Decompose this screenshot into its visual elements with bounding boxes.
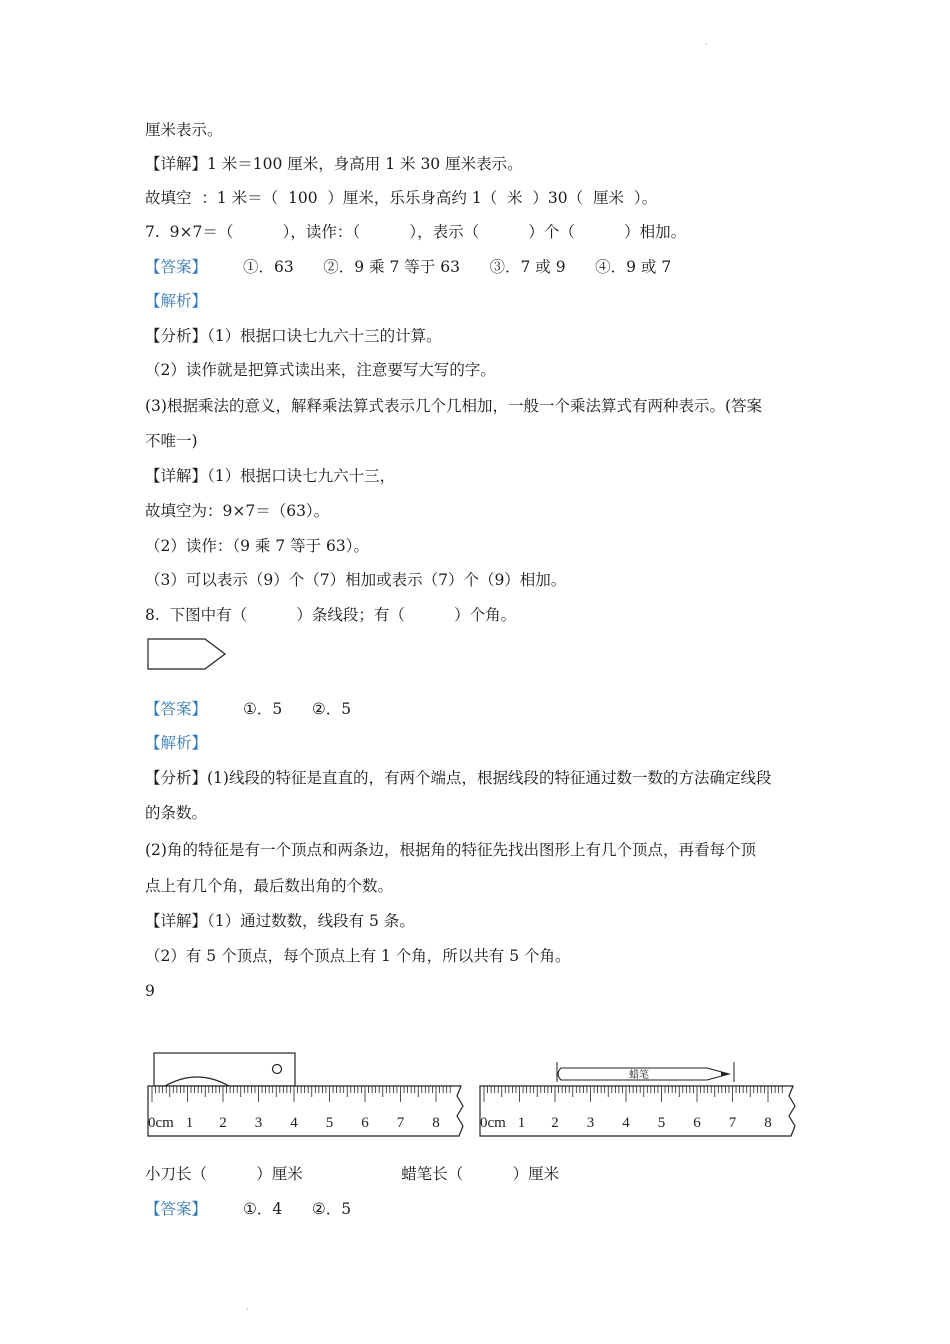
question-8: 8. 下图中有（ ）条线段；有（ ）个角。: [145, 606, 517, 624]
page-mark: ·: [705, 40, 708, 49]
knife-icon: [154, 1053, 295, 1086]
ruler-label: 0cm: [480, 1115, 506, 1131]
text-line: 故填空为：9×7＝（63）。: [145, 502, 330, 520]
ruler-label: 3: [586, 1115, 595, 1131]
pentagon-figure: [145, 636, 230, 674]
answer-values: ①．4 ②．5: [243, 1200, 352, 1218]
answer-values: ①．63 ②．9 乘 7 等于 63 ③．7 或 9 ④．9 或 7: [243, 258, 672, 276]
question-9: 9: [145, 982, 155, 1000]
text-line: 的条数。: [145, 804, 208, 822]
analysis-label: 【解析】: [145, 734, 208, 752]
text-line: （2）有 5 个顶点，每个顶点上有 1 个角，所以共有 5 个角。: [145, 947, 571, 965]
analysis-label: 【解析】: [145, 292, 208, 310]
answer-label: 【答案】: [145, 700, 208, 718]
ruler: [480, 1086, 795, 1136]
ruler-label: 5: [325, 1115, 334, 1131]
ruler-label: 8: [764, 1115, 772, 1131]
ruler-label: 5: [657, 1115, 666, 1131]
ruler-label: 1: [185, 1115, 194, 1131]
ruler-label: 4: [290, 1115, 298, 1131]
ruler-label: 2: [219, 1115, 227, 1131]
ruler-label: 1: [517, 1115, 526, 1131]
ruler-label: 7: [396, 1115, 405, 1131]
text-line: 【分析】(1)线段的特征是直直的，有两个端点，根据线段的特征通过数一数的方法确定线段: [145, 769, 772, 787]
answer-label: 【答案】: [145, 1200, 208, 1218]
ruler-label: 3: [254, 1115, 263, 1131]
text-line: 【详解】（1）根据口诀七九六十三，: [145, 467, 396, 485]
ruler-label: 7: [728, 1115, 737, 1131]
text-line: （3）可以表示（9）个（7）相加或表示（7）个（9）相加。: [145, 571, 567, 589]
text-line: 【详解】1 米＝100 厘米，身高用 1 米 30 厘米表示。: [145, 155, 523, 173]
ruler-label: 6: [693, 1115, 701, 1131]
text-line: 厘米表示。: [145, 121, 223, 139]
crayon-label: 蜡笔: [629, 1070, 649, 1081]
ruler-label: 4: [622, 1115, 630, 1131]
text-line: (3)根据乘法的意义，解释乘法算式表示几个几相加，一般一个乘法算式有两种表示。(答案: [145, 397, 763, 415]
text-line: 【分析】（1）根据口诀七九六十三的计算。: [145, 327, 442, 345]
text-line: 点上有几个角，最后数出角的个数。: [145, 877, 394, 895]
ruler-label: 2: [551, 1115, 559, 1131]
question-9-blanks: 小刀长（ ）厘米 蜡笔长（ ）厘米: [145, 1165, 560, 1183]
ruler-label: 8: [432, 1115, 440, 1131]
ruler: [148, 1086, 463, 1136]
crayon-icon: [557, 1062, 734, 1082]
text-line: 【详解】（1）通过数数，线段有 5 条。: [145, 912, 415, 930]
text-line: (2)角的特征是有一个顶点和两条边，根据角的特征先找出图形上有几个顶点，再看每个顶: [145, 841, 756, 859]
text-line: （2）读作就是把算式读出来，注意要写大写的字。: [145, 361, 496, 379]
answer-values: ①．5 ②．5: [243, 700, 352, 718]
knife-ruler-figure: [145, 1048, 470, 1140]
text-line: （2）读作：（9 乘 7 等于 63）。: [145, 537, 370, 555]
ruler-label: 6: [361, 1115, 369, 1131]
text-line: 故填空 ：1 米＝（ 100 ）厘米，乐乐身高约 1（ 米 ）30（ 厘米 ）。: [145, 189, 658, 207]
answer-label: 【答案】: [145, 258, 208, 276]
question-7: 7. 9×7＝（ ），读作：（ ），表示（ ）个（ ）相加。: [145, 223, 687, 241]
crayon-ruler-figure: [477, 1048, 802, 1140]
page-mark: ·: [246, 1305, 249, 1314]
ruler-label: 0cm: [148, 1115, 174, 1131]
text-line: 不唯一): [145, 432, 198, 450]
